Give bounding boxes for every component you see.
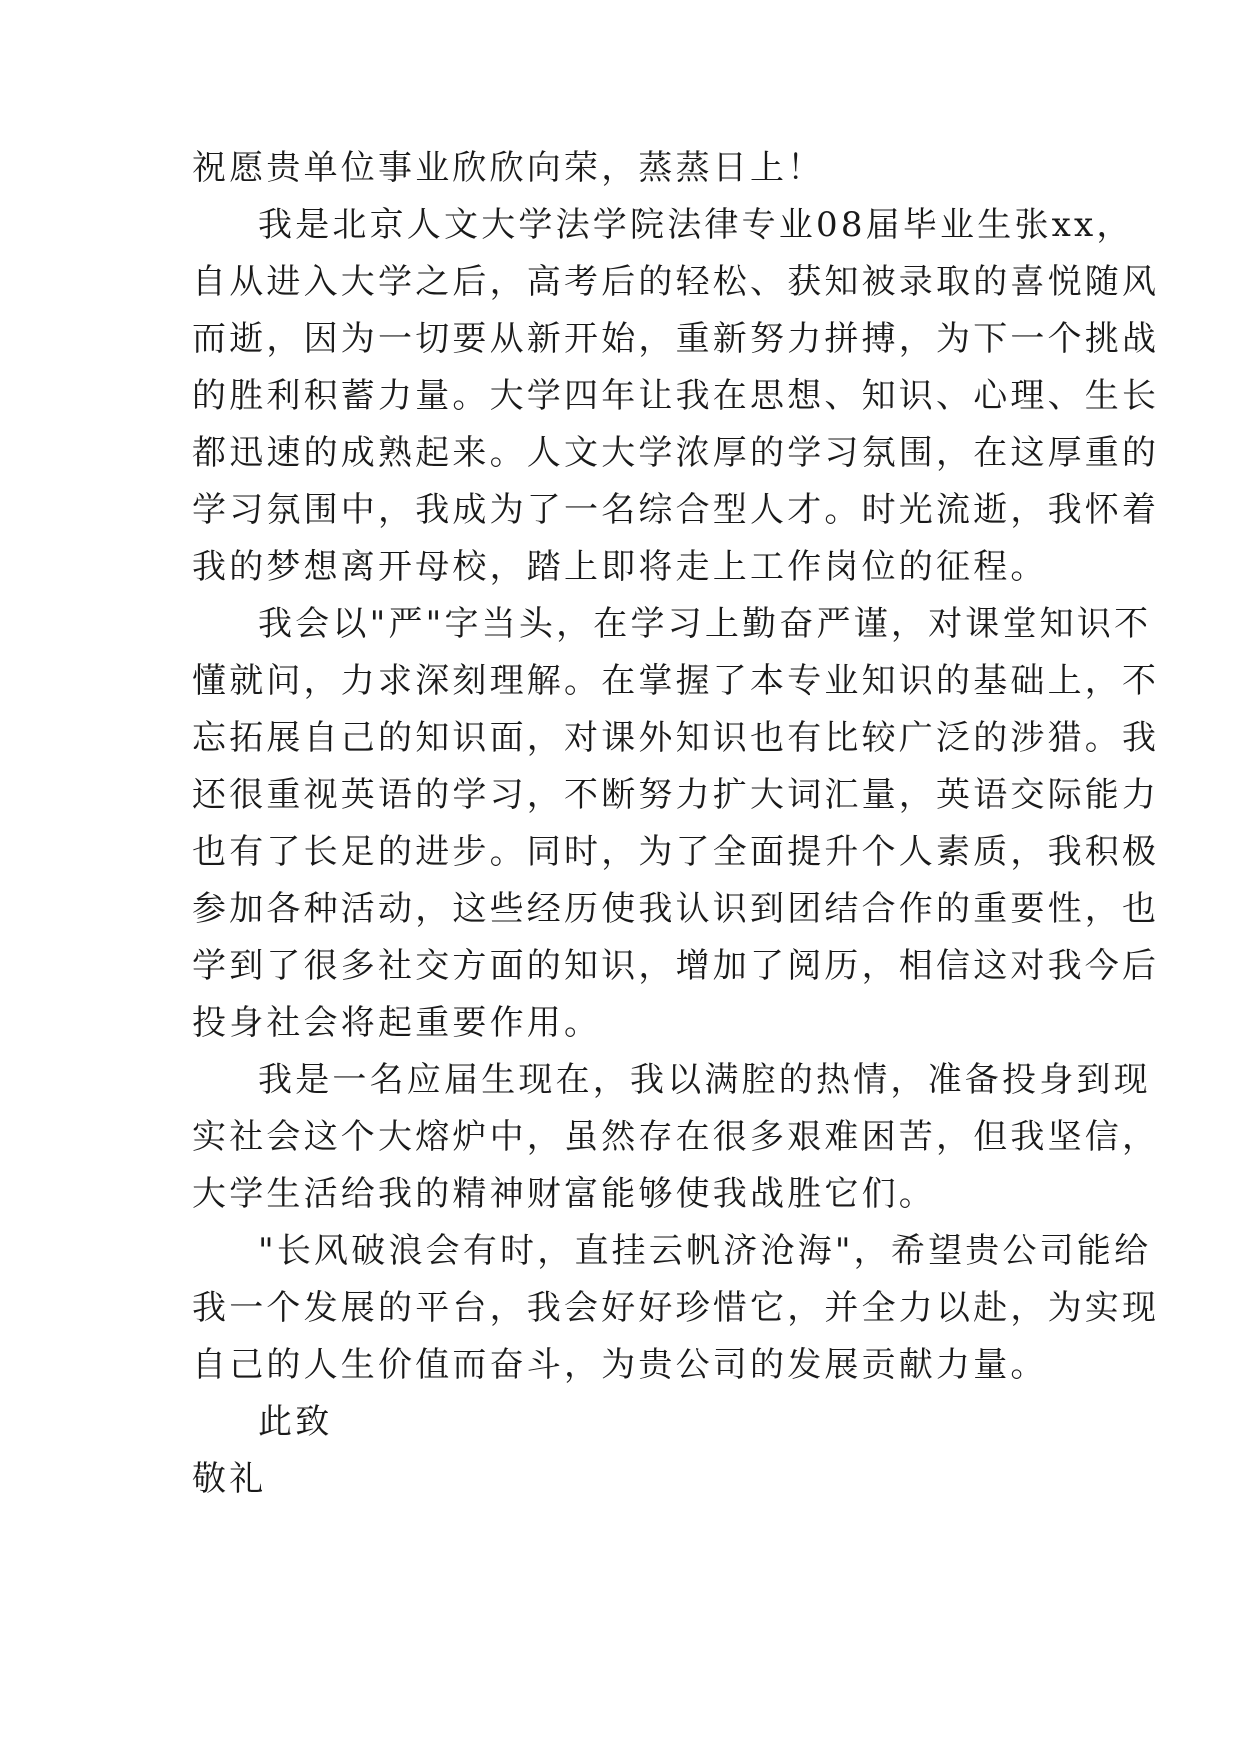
paragraph-study-line-7: 学到了很多社交方面的知识，增加了阅历，相信这对我今后 [192,946,1160,986]
closing-wish-line: 祝愿贵单位事业欣欣向荣，蒸蒸日上！ [192,148,825,188]
paragraph-hope-line-1: "长风破浪会有时，直挂云帆济沧海"，希望贵公司能给 [258,1231,1152,1271]
paragraph-hope-line-2: 我一个发展的平台，我会好好珍惜它，并全力以赴，为实现 [192,1288,1160,1328]
paragraph-intro-line-2: 自从进入大学之后，高考后的轻松、获知被录取的喜悦随风 [192,262,1160,302]
paragraph-study-line-5: 也有了长足的进步。同时，为了全面提升个人素质，我积极 [192,832,1160,872]
paragraph-intro-line-1: 我是北京人文大学法学院法律专业08届毕业生张xx， [258,205,1134,245]
salutation-jingli: 敬礼 [192,1459,267,1499]
paragraph-hope-line-3: 自己的人生价值而奋斗，为贵公司的发展贡献力量。 [192,1345,1048,1385]
paragraph-study-line-4: 还很重视英语的学习，不断努力扩大词汇量，英语交际能力 [192,775,1160,815]
paragraph-graduate-line-3: 大学生活给我的精神财富能够使我战胜它们。 [192,1174,936,1214]
paragraph-intro-line-6: 学习氛围中，我成为了一名综合型人才。时光流逝，我怀着 [192,490,1160,530]
paragraph-study-line-6: 参加各种活动，这些经历使我认识到团结合作的重要性，也 [192,889,1160,929]
paragraph-graduate-line-2: 实社会这个大熔炉中，虽然存在很多艰难困苦，但我坚信， [192,1117,1160,1157]
paragraph-intro-line-4: 的胜利积蓄力量。大学四年让我在思想、知识、心理、生长 [192,376,1160,416]
paragraph-study-line-2: 懂就问，力求深刻理解。在掌握了本专业知识的基础上，不 [192,661,1160,701]
paragraph-study-line-8: 投身社会将起重要作用。 [192,1003,602,1043]
paragraph-intro-line-7: 我的梦想离开母校，踏上即将走上工作岗位的征程。 [192,547,1048,587]
paragraph-intro-line-5: 都迅速的成熟起来。人文大学浓厚的学习氛围，在这厚重的 [192,433,1160,473]
salutation-cizhi: 此致 [258,1402,333,1442]
paragraph-study-line-1: 我会以"严"字当头，在学习上勤奋严谨，对课堂知识不 [258,604,1152,644]
paragraph-graduate-line-1: 我是一名应届生现在，我以满腔的热情，准备投身到现 [258,1060,1151,1100]
paragraph-intro-line-3: 而逝，因为一切要从新开始，重新努力拼搏，为下一个挑战 [192,319,1160,359]
paragraph-study-line-3: 忘拓展自己的知识面，对课外知识也有比较广泛的涉猎。我 [192,718,1160,758]
